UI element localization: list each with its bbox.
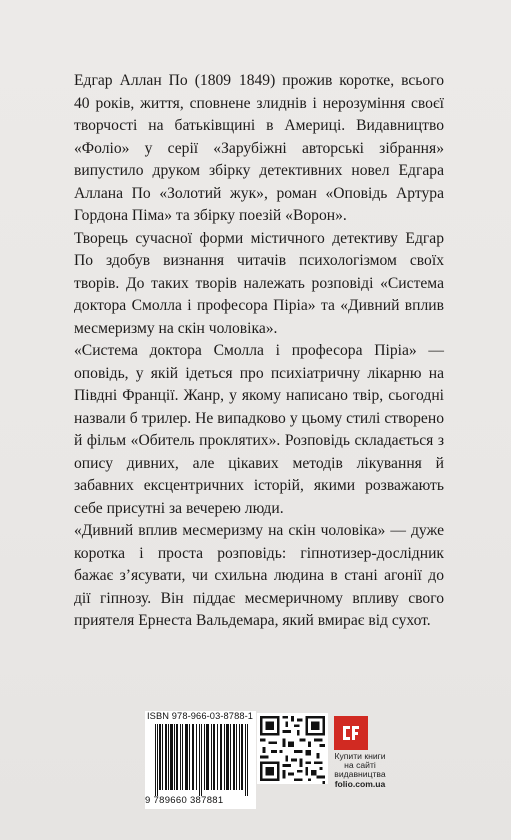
ean-digits: 9 789660 387881 <box>145 795 224 806</box>
paragraph-mesmerism-story: «Дивний вплив месмеризму на скін чоловіка» — дуже коротка і проста розповідь: гіпнотизер-дослідник бажає з’ясувати, чи схильна людина в стані агонії до дії гіпнозу. Він піддає месмеричному впливу свого приятеля Ернеста Вальдемара, який вмирає від сухот. <box>74 522 444 629</box>
barcode-panel <box>145 711 256 809</box>
publisher-site-link[interactable]: folio.com.ua <box>334 778 386 789</box>
buy-line-3: видавництва <box>334 769 386 780</box>
buy-line-1: Купити книги <box>334 751 386 761</box>
buy-online-note <box>325 752 395 789</box>
folio-logo-icon <box>334 716 368 750</box>
qr-code-icon[interactable] <box>257 713 328 784</box>
paragraph-creator: Творець сучасної форми містичного детективу Едгар По здобув визнання читачів психологізмом своїх творів. До таких творів належать розповіді «Система доктора Смолла і професора Піріа» та «Дивний вплив месмеризму на скін чоловіка». <box>74 229 444 337</box>
isbn-label: ISBN 978-966-03-8788-1 <box>147 711 254 721</box>
paragraph-author-intro: Едгар Аллан По (1809 1849) прожив коротке, всього 40 років, життя, сповнене злиднів і нерозуміння своєї творчості на батьківщині в Америці. Видавництво «Фоліо» у серії «Зарубіжні авторські зібрання» випустило друком збірку детективних новел Едгара Аллана По «Золотий жук», роман «Оповідь Артура Гордона Піма» та збірку поезій «Ворон». <box>74 72 444 224</box>
buy-line-2: на сайті <box>344 760 376 771</box>
barcode-icon <box>149 724 253 796</box>
paragraph-system-story: «Система доктора Смолла і професора Піріа» — оповідь, у якій ідеться про психіатричну лікарню на Півдні Франції. Жанр, у якому написано твір, сьогодні назвали б трилер. Не випадково у цьому стилі створено й фільм «Обитель проклятих». Розповідь складається з опису дивних, але цікавих методів лікування й забавних ексцентричних історій, якими розважають себе присутні за вечерею люди. <box>74 342 444 517</box>
annotation-text <box>74 70 444 633</box>
